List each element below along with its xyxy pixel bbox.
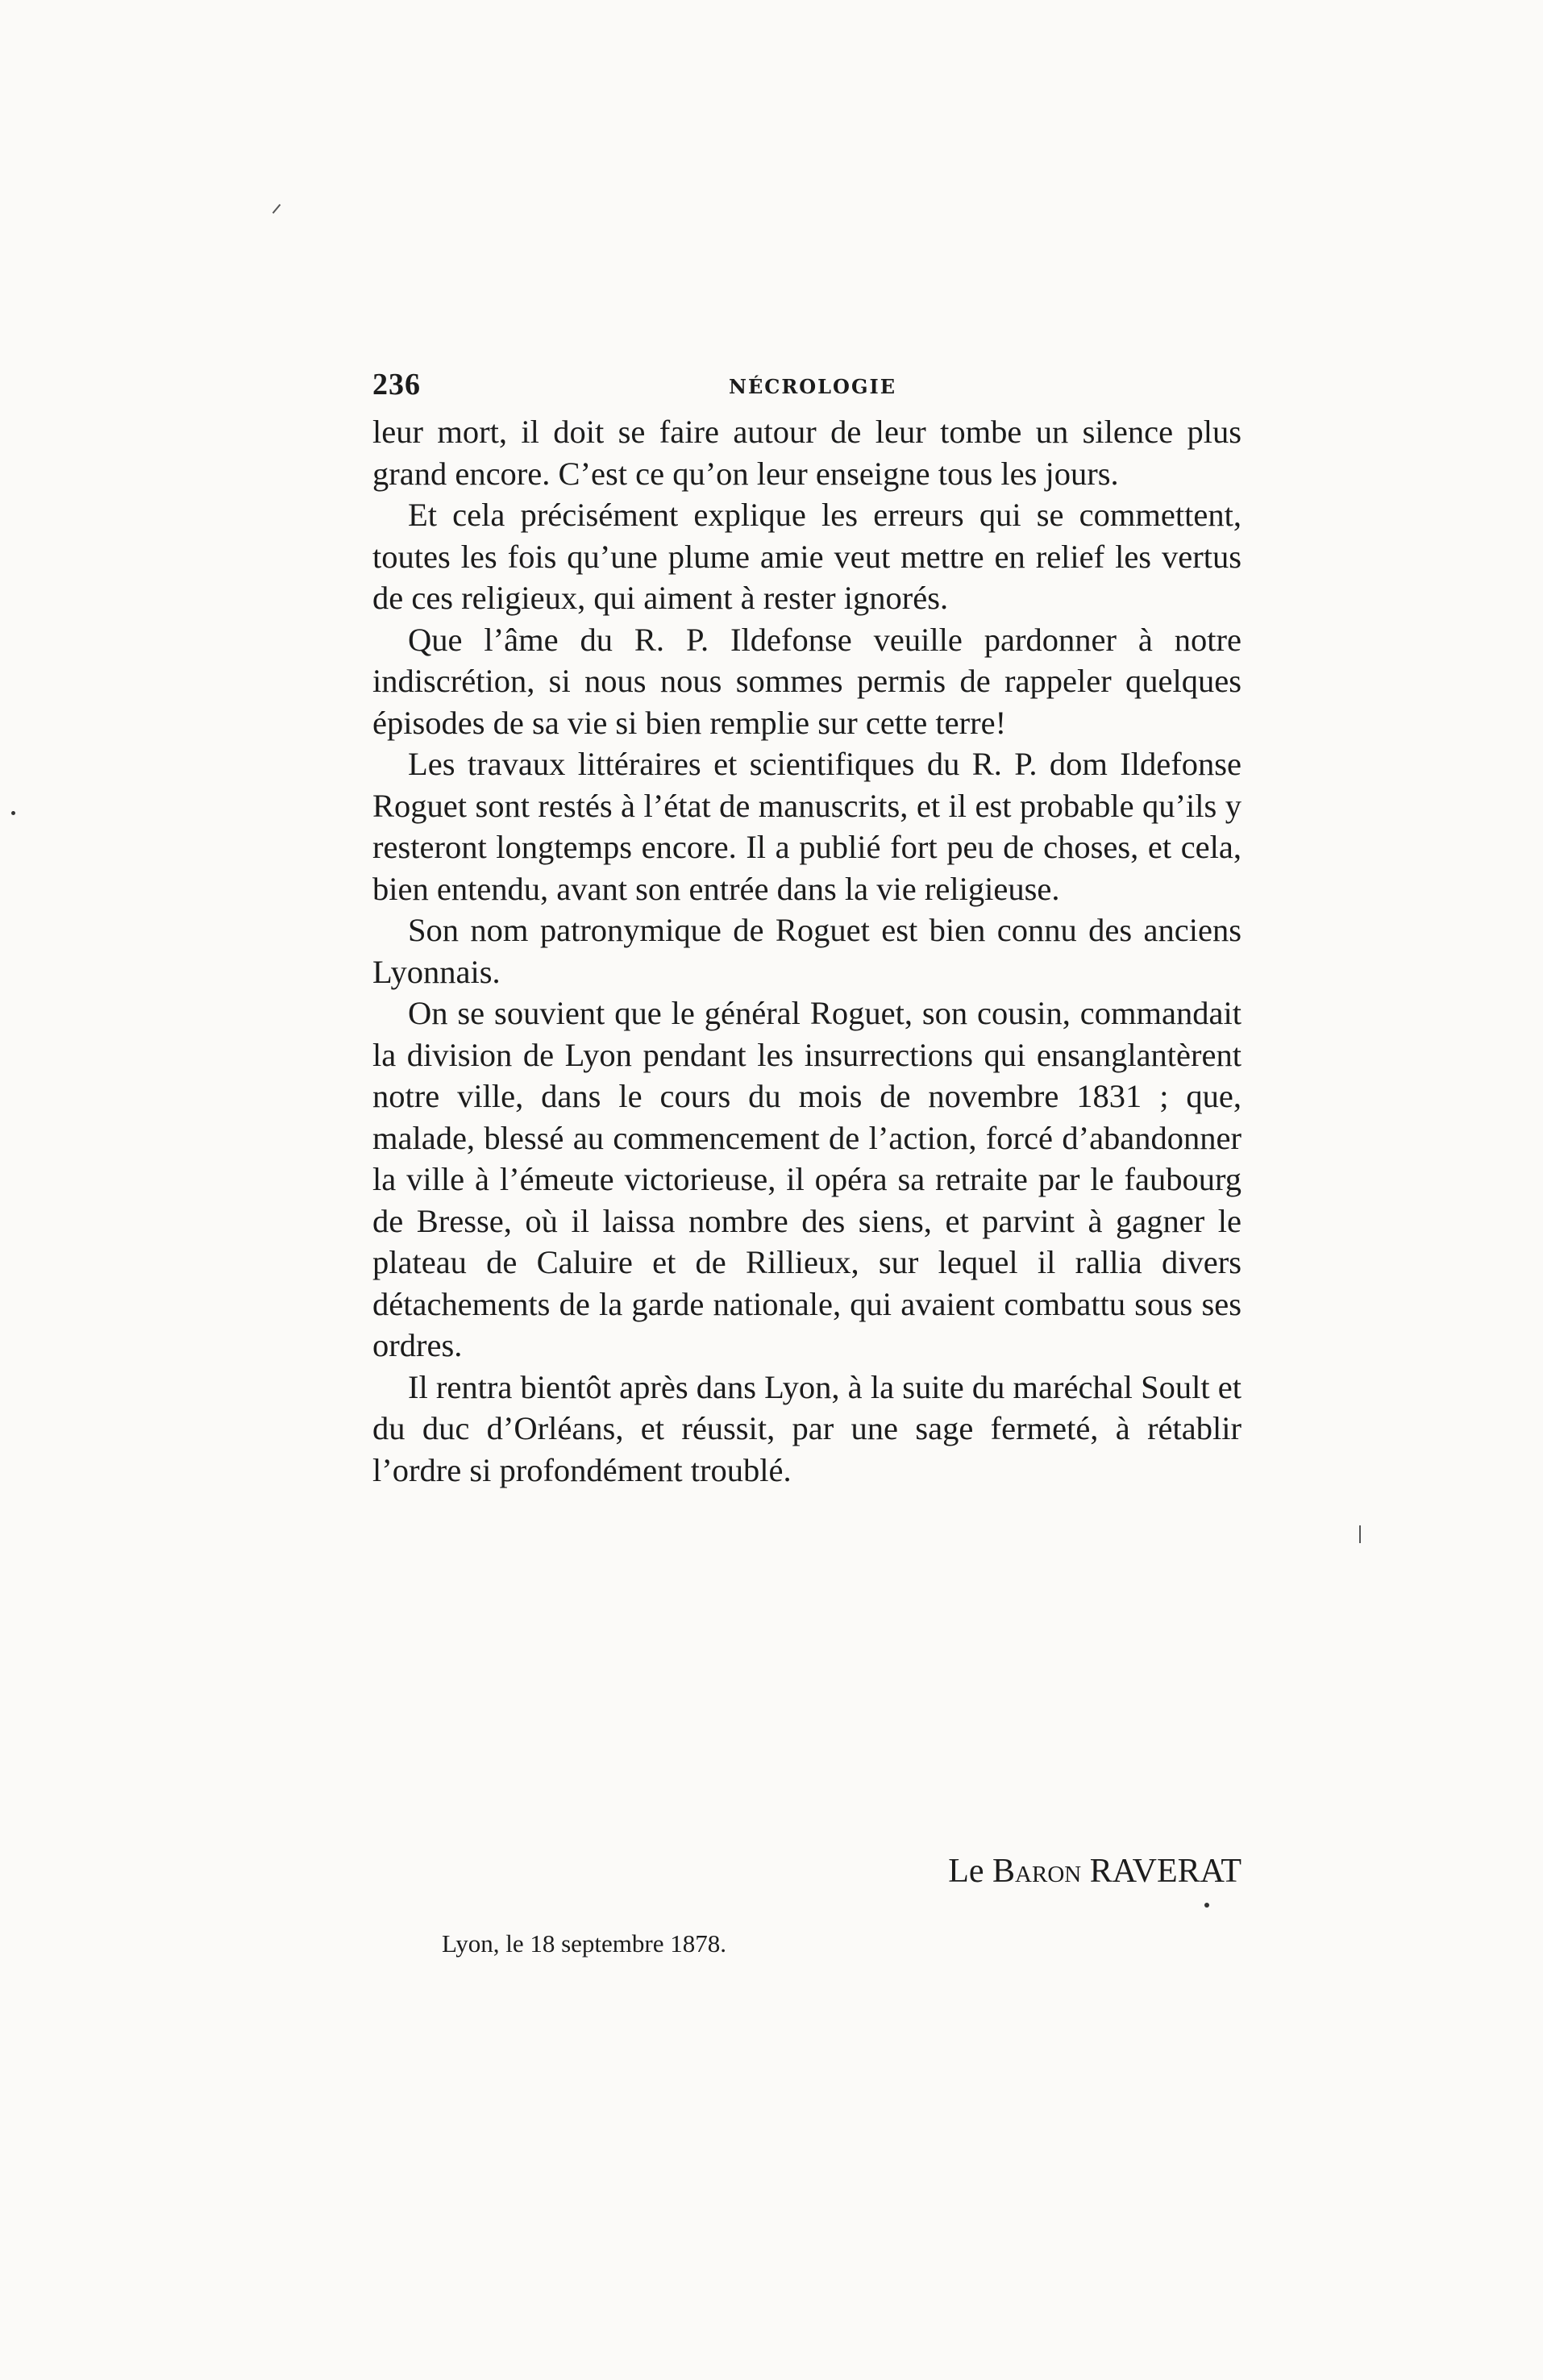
paragraph-5: Son nom patronymique de Roguet est bien connu des anciens Lyonnais. bbox=[372, 912, 1241, 990]
dateline: Lyon, le 18 septembre 1878. bbox=[442, 1929, 726, 1958]
paragraph-6: On se souvient que le général Roguet, son cousin, commandait la division de Lyon pendant les insurrections qui ensanglantèrent notre ville, dans le cours du mois de novembre 1831 ; que, malade, blessé au commencement de l’action, forcé d’abandonner la ville à l’émeute victorieuse, il opéra sa retraite par le faubourg de Bresse, où il laissa nombre des siens, et parvint à gagner le plateau de Caluire et de Rillieux, sur lequel il rallia divers détachements de la garde nationale, qui avaient combattu sous ses ordres. bbox=[372, 995, 1241, 1363]
page-number: 236 bbox=[372, 368, 421, 402]
signature-prefix: Le bbox=[948, 1853, 984, 1890]
paragraph-3: Que l’âme du R. P. Ildefonse veuille pardonner à notre indiscrétion, si nous nous sommes permis de rappeler quelques épisodes de sa vie si bien remplie sur cette terre! bbox=[372, 621, 1241, 741]
paragraph-1: leur mort, il doit se faire autour de leur tombe un silence plus grand encore. C’est ce qu’on leur enseigne tous les jours. bbox=[372, 414, 1241, 492]
running-title: NÉCROLOGIE bbox=[729, 375, 896, 398]
signature bbox=[871, 1852, 1241, 1891]
body-text bbox=[372, 411, 1241, 1491]
signature-title: Baron bbox=[992, 1853, 1082, 1890]
page-header bbox=[372, 367, 1239, 406]
paragraph-7: Il rentra bientôt après dans Lyon, à la suite du maréchal Soult et du duc d’Orléans, et réussit, par une sage fermeté, à rétablir l’ordre si profondément troublé. bbox=[372, 1368, 1241, 1488]
ink-speck bbox=[11, 811, 15, 815]
paragraph-2: Et cela précisément explique les erreurs qui se commettent, toutes les fois qu’une plume amie veut mettre en relief les vertus de ces religieux, qui aiment à rester ignorés. bbox=[372, 497, 1241, 616]
scan-mark bbox=[272, 204, 281, 214]
paragraph-4: Les travaux littéraires et scientifiques du R. P. dom Ildefonse Roguet sont restés à l’état de manuscrits, et il est probable qu’ils y resteront longtemps encore. Il a publié fort peu de choses, et cela, bien entendu, avant son entrée dans la vie religieuse. bbox=[372, 746, 1241, 907]
scan-mark bbox=[1359, 1525, 1361, 1543]
ink-speck bbox=[1204, 1903, 1209, 1908]
signature-name: RAVERAT bbox=[1089, 1853, 1241, 1890]
